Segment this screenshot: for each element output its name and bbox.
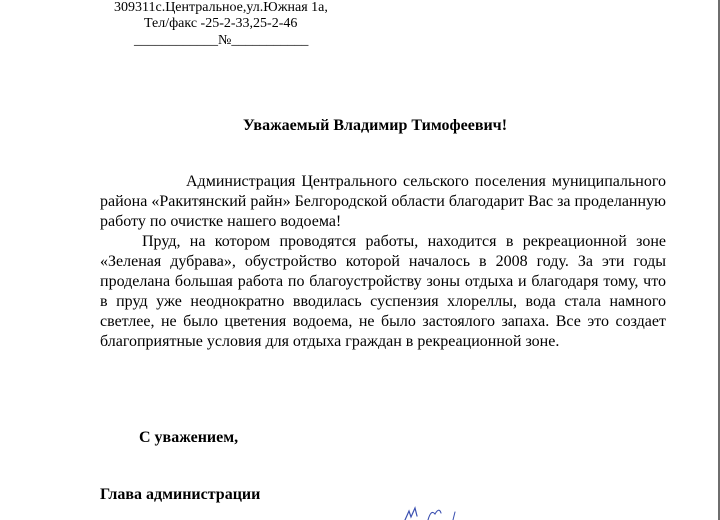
handwritten-signature: [395, 505, 465, 520]
letter-paragraph-1: Администрация Центрального сельского поселения муниципального района «Ракитянский райн» Белгородской области благодарит Вас за проделанную работу по очистке нашего водоема!: [100, 173, 666, 230]
letterhead-phone-fax: Тел/факс -25-2-33,25-2-46: [144, 16, 298, 31]
letter-paragraph-2: Пруд, на котором проводятся работы, находится в рекреационной зоне «Зеленая дубрава», обустройство которой началось в 2008 году. За эти годы проделана большая работа по благоустройству зоны отдыха и благодаря тому, что в пруд уже неоднократно вводилась суспензия хлореллы, вода стала намного светлее, не было цветения водоема, не было застоялого запаха. Все это создает благоприятные условия для отдыха граждан в рекреационной зоне.: [100, 233, 666, 350]
letter-body: [100, 172, 666, 352]
letter-closing: С уважением,: [139, 429, 239, 446]
letter-salutation: Уважаемый Владимир Тимофеевич!: [243, 117, 508, 134]
letterhead-number-line: ____________№___________: [134, 33, 309, 48]
letterhead-address: 309311с.Центральное,ул.Южная 1а,: [114, 0, 328, 15]
signer-title: Глава администрации: [100, 486, 261, 503]
